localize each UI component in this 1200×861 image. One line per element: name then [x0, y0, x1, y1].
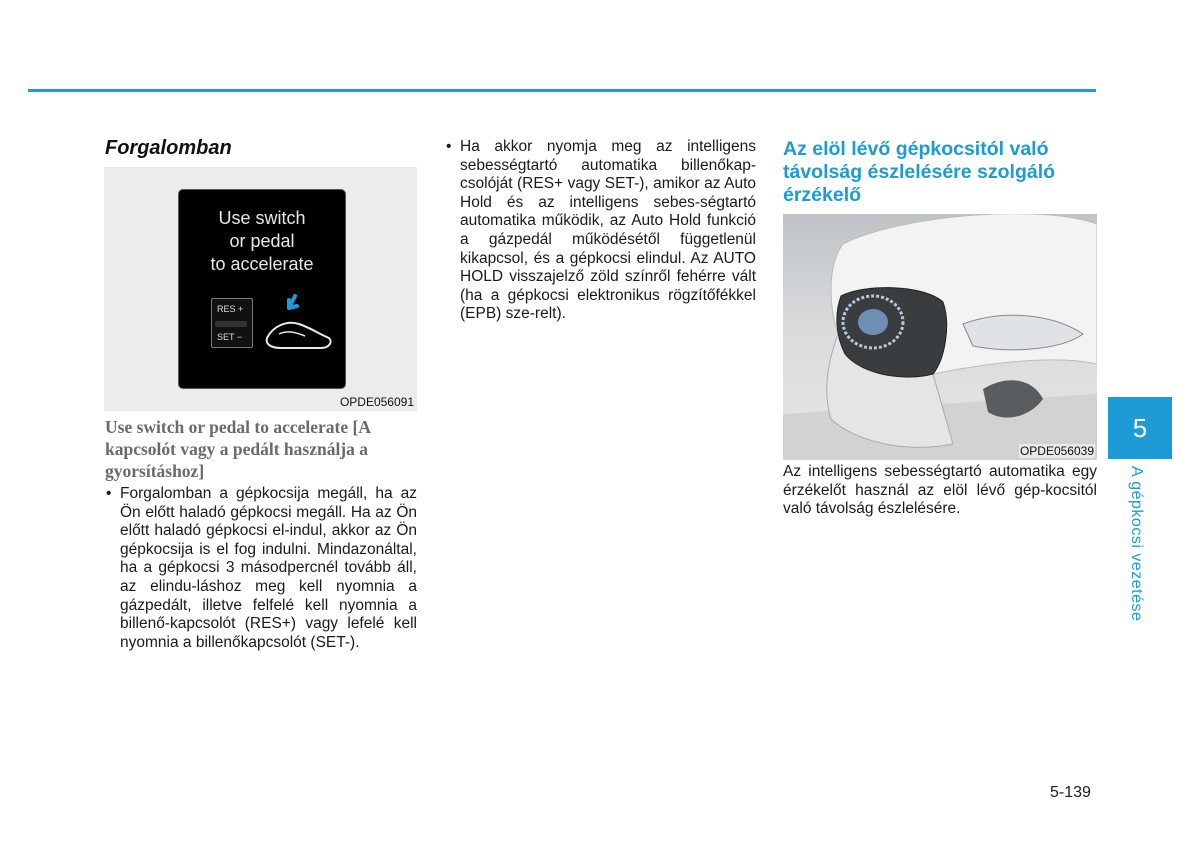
figure-car-front-sensor: [783, 214, 1097, 460]
screen-text-line1: Use switch: [218, 208, 306, 228]
bullet-marker: •: [106, 485, 112, 502]
figure-code: OPDE056039: [1019, 444, 1094, 458]
screen-text-line3: to accelerate: [210, 254, 314, 274]
chapter-title: A gépkocsi vezetése: [1128, 466, 1145, 622]
bullet-text: Forgalomban a gépkocsija megáll, ha az Ön előtt haladó gépkocsi megáll. Ha az Ön előtt haladó gépkocsi el-indul, akkor az Ön gépkocsija is el fog indulni. Mindazonáltal, ha a gépkocsi 3 másodpercnél tovább áll, az elindu-láshoz meg kell nyomnia a gázpedált, illetve felfelé kell nyomnia a billenő-kapcsolót (RES+) vagy lefelé kell nyomnia a billenőkapcsolót (SET-).: [120, 485, 417, 651]
figure-caption: Use switch or pedal to accelerate [A kapcsolót vagy a pedált használja a gyorsításhoz]: [105, 417, 371, 481]
figure-code: OPDE056091: [339, 395, 414, 409]
page-number: 5-139: [1050, 784, 1091, 801]
bullet-marker: •: [446, 138, 452, 155]
section-heading-traffic: Forgalomban: [105, 137, 232, 159]
car-front-illustration: [783, 214, 1097, 460]
bullet-paragraph-traffic: [106, 485, 417, 652]
foot-pedal-icon: [259, 290, 339, 360]
bullet-text: Ha akkor nyomja meg az intelligens sebességtartó automatika billenőkap-csolóját (RES+ vagy SET-), amikor az Auto Hold és az intelligens sebes-ségtartó automatika működik, az Auto Hold funkció a gázpedál működésétől függetlenül kikapcsol, és a gépkocsi elindul. Az AUTO HOLD visszajelző zöld színről fehérre vált (ha a gépkocsi elektronikus rögzítőfékkel (EPB) sze-relt).: [460, 138, 756, 323]
sensor-paragraph: Az intelligens sebességtartó automatika egy érzékelőt használ az elöl lévő gép-kocsitól való távolság észlelésére.: [783, 463, 1097, 518]
top-rule: [28, 89, 1096, 92]
figure-cluster-display: [104, 167, 417, 411]
switch-set-label: SET −: [217, 332, 243, 342]
res-set-switch-icon: [211, 298, 253, 348]
screen-text-line2: or pedal: [229, 231, 295, 251]
section-heading-sensor: Az elöl lévő gépkocsitól való távolság észlelésére szolgáló érzékelő: [783, 138, 1056, 206]
bullet-paragraph-auto-hold: [446, 138, 756, 324]
switch-res-label: RES +: [217, 304, 244, 314]
cluster-screen: [178, 189, 346, 389]
chapter-number-tab: 5: [1108, 397, 1172, 459]
